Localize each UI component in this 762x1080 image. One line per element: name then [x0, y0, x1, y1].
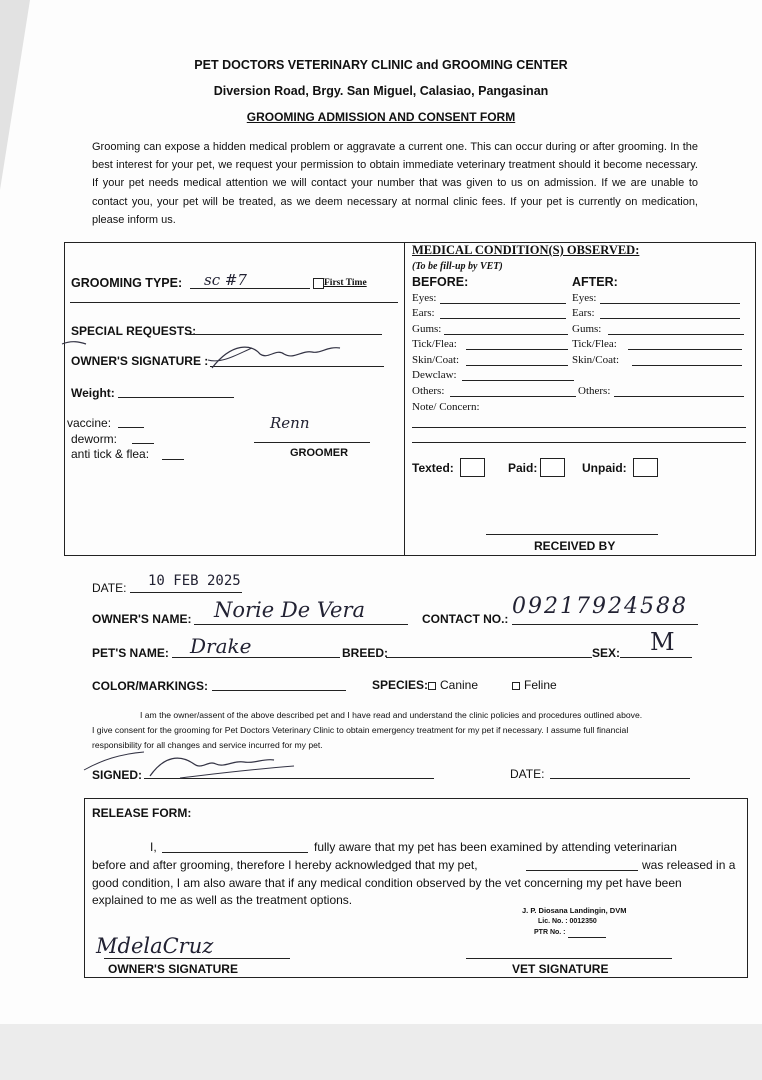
- release-i: I,: [150, 840, 157, 854]
- sex-line[interactable]: [620, 657, 692, 658]
- canine-checkbox[interactable]: [428, 682, 436, 690]
- consent-line-2: I give consent for the grooming for Pet Doctors Veterinary Clinic to obtain emergency treatment for my pet if necessary. I assume full financial: [92, 725, 629, 735]
- grooming-type-line-2: [70, 302, 398, 303]
- release-name-line[interactable]: [162, 852, 308, 853]
- received-by-line[interactable]: [486, 534, 658, 535]
- before-item-label: Eyes:: [412, 292, 437, 304]
- special-requests-label: SPECIAL REQUESTS:: [71, 324, 197, 338]
- canine-label: Canine: [440, 678, 479, 692]
- before-item-line[interactable]: [462, 380, 574, 381]
- before-item-line[interactable]: [450, 396, 576, 397]
- vet-fillup-subtitle: (To be fill-up by VET): [412, 261, 503, 272]
- deworm-label: deworm:: [71, 432, 118, 446]
- before-item-label: Gums:: [412, 323, 442, 335]
- owner-release-signature-label: OWNER'S SIGNATURE: [108, 962, 238, 976]
- feline-checkbox[interactable]: [512, 682, 520, 690]
- species-label: SPECIES:: [372, 678, 429, 692]
- after-item-line[interactable]: [632, 365, 742, 366]
- date-label: DATE:: [92, 581, 127, 595]
- pet-name-label: PET'S NAME:: [92, 646, 169, 660]
- after-item-line[interactable]: [608, 334, 744, 335]
- owner-signature-scribble: [62, 330, 362, 380]
- clinic-address: Diversion Road, Brgy. San Miguel, Calasiao, Pangasinan: [213, 84, 549, 98]
- after-item-line[interactable]: [600, 303, 740, 304]
- groomer-line[interactable]: [254, 442, 370, 443]
- first-time-label: First Time: [324, 278, 367, 288]
- signed-label: SIGNED:: [92, 768, 143, 782]
- before-item-line[interactable]: [466, 349, 568, 350]
- date-line[interactable]: [130, 592, 242, 593]
- medical-condition-title: MEDICAL CONDITION(S) OBSERVED:: [412, 243, 640, 257]
- contact-label: CONTACT NO.:: [422, 612, 509, 626]
- owner-signature-label: OWNER'S SIGNATURE :: [71, 354, 209, 368]
- breed-line[interactable]: [386, 657, 592, 658]
- vaccine-line[interactable]: [118, 427, 144, 428]
- grooming-type-handwritten[interactable]: sc #7: [204, 271, 247, 289]
- contact-handwritten: 09217924588: [512, 594, 688, 619]
- vet-stamp-ptr: PTR No. :: [534, 929, 566, 936]
- unpaid-label: Unpaid:: [582, 461, 627, 475]
- after-label: AFTER:: [572, 275, 618, 289]
- feline-label: Feline: [524, 678, 557, 692]
- anti-tick-label: anti tick & flea:: [71, 447, 150, 461]
- signed-scribble: [84, 748, 304, 788]
- paid-checkbox[interactable]: [540, 458, 565, 477]
- after-item-label: Ears:: [572, 307, 595, 319]
- before-item-line[interactable]: [466, 365, 568, 366]
- note-line-2[interactable]: [412, 442, 746, 443]
- intro-paragraph: Grooming can expose a hidden medical problem or aggravate a current one. This can occur during or after grooming. In the best interest for your pet, we request your permission to obtain immediate veterinary treatment should it become necessary. If your pet needs medical attention we will contact your number that was given to us on admission. If we are unable to contact you, your pet will be treated, as we deem necessary at normal clinic fees. If your pet is currently on medication, please inform us.: [92, 141, 698, 226]
- groomer-signature: Renn: [270, 414, 310, 432]
- owner-release-signature-line[interactable]: [104, 958, 290, 959]
- unpaid-checkbox[interactable]: [633, 458, 658, 477]
- before-item-label: Tick/Flea:: [412, 338, 457, 350]
- sex-label: SEX:: [592, 646, 621, 660]
- release-text-a: fully aware that my pet has been examined by attending veterinarian: [314, 840, 677, 854]
- consent-date-label: DATE:: [510, 767, 545, 781]
- release-text-c: was released in a: [642, 858, 736, 872]
- groomer-label: GROOMER: [290, 447, 349, 459]
- vet-stamp-name: J. P. Diosana Landingin, DVM: [522, 906, 627, 915]
- consent-date-line[interactable]: [550, 778, 690, 779]
- after-item-line[interactable]: [628, 349, 742, 350]
- column-divider: [404, 243, 405, 555]
- before-item-line[interactable]: [440, 318, 566, 319]
- release-text-d: good condition, I am also aware that if any medical condition observed by the vet concerning my pet have been: [92, 876, 682, 890]
- vet-stamp-ptr-line: [568, 937, 606, 938]
- color-markings-line[interactable]: [212, 690, 346, 691]
- after-item-label: Gums:: [572, 323, 602, 335]
- date-handwritten: 10 FEB 2025: [148, 573, 241, 589]
- release-text-e: explained to me as well as the treatment options.: [92, 893, 353, 907]
- before-item-label: Skin/Coat:: [412, 354, 460, 366]
- weight-line[interactable]: [118, 397, 234, 398]
- before-item-line[interactable]: [440, 303, 566, 304]
- paid-label: Paid:: [508, 461, 538, 475]
- after-item-line[interactable]: [600, 318, 740, 319]
- before-item-label: Others:: [412, 385, 445, 397]
- owner-name-line[interactable]: [194, 624, 408, 625]
- after-item-label: Tick/Flea:: [572, 338, 617, 350]
- received-by-label: RECEIVED BY: [534, 539, 616, 553]
- after-item-label: Others:: [578, 385, 611, 397]
- form-title: GROOMING ADMISSION AND CONSENT FORM: [246, 110, 516, 124]
- before-item-label: Ears:: [412, 307, 435, 319]
- before-label: BEFORE:: [412, 275, 469, 289]
- owner-name-handwritten: Norie De Vera: [214, 598, 366, 622]
- contact-line[interactable]: [512, 624, 698, 625]
- owner-name-label: OWNER'S NAME:: [92, 612, 192, 626]
- after-item-line[interactable]: [614, 396, 744, 397]
- vet-signature-line[interactable]: [466, 958, 672, 959]
- after-item-label: Skin/Coat:: [572, 354, 620, 366]
- anti-tick-line[interactable]: [162, 459, 184, 460]
- before-item-line[interactable]: [444, 334, 568, 335]
- release-form-title: RELEASE FORM:: [92, 806, 192, 820]
- texted-checkbox[interactable]: [460, 458, 485, 477]
- texted-label: Texted:: [412, 461, 454, 475]
- sex-handwritten: M: [650, 628, 675, 656]
- note-line-1[interactable]: [412, 427, 746, 428]
- note-concern-label: Note/ Concern:: [412, 401, 480, 413]
- after-item-label: Eyes:: [572, 292, 597, 304]
- consent-line-1: I am the owner/assent of the above described pet and I have read and understand the clinic policies and procedures outlined above.: [140, 710, 643, 720]
- vet-signature-label: VET SIGNATURE: [512, 962, 609, 976]
- deworm-line[interactable]: [132, 443, 154, 444]
- owner-release-signature: MdelaCruz: [96, 934, 214, 958]
- clinic-name: PET DOCTORS VETERINARY CLINIC and GROOMING CENTER: [194, 58, 568, 72]
- color-markings-label: COLOR/MARKINGS:: [92, 679, 208, 693]
- release-text-b: before and after grooming, therefore I hereby acknowledged that my pet,: [92, 858, 478, 872]
- breed-label: BREED:: [342, 646, 389, 660]
- release-pet-line[interactable]: [526, 870, 638, 871]
- grooming-type-label: GROOMING TYPE:: [71, 276, 183, 290]
- before-item-label: Dewclaw:: [412, 369, 457, 381]
- pet-name-handwritten: Drake: [190, 634, 252, 658]
- vaccine-label: vaccine:: [67, 416, 112, 430]
- first-time-checkbox[interactable]: [313, 278, 324, 289]
- vet-stamp-license: Lic. No. : 0012350: [538, 918, 597, 925]
- consent-line-3: responsibility for all changes and service incurred for my pet.: [92, 740, 323, 750]
- scan-bottom-margin: [0, 1024, 762, 1080]
- weight-label: Weight:: [71, 386, 115, 400]
